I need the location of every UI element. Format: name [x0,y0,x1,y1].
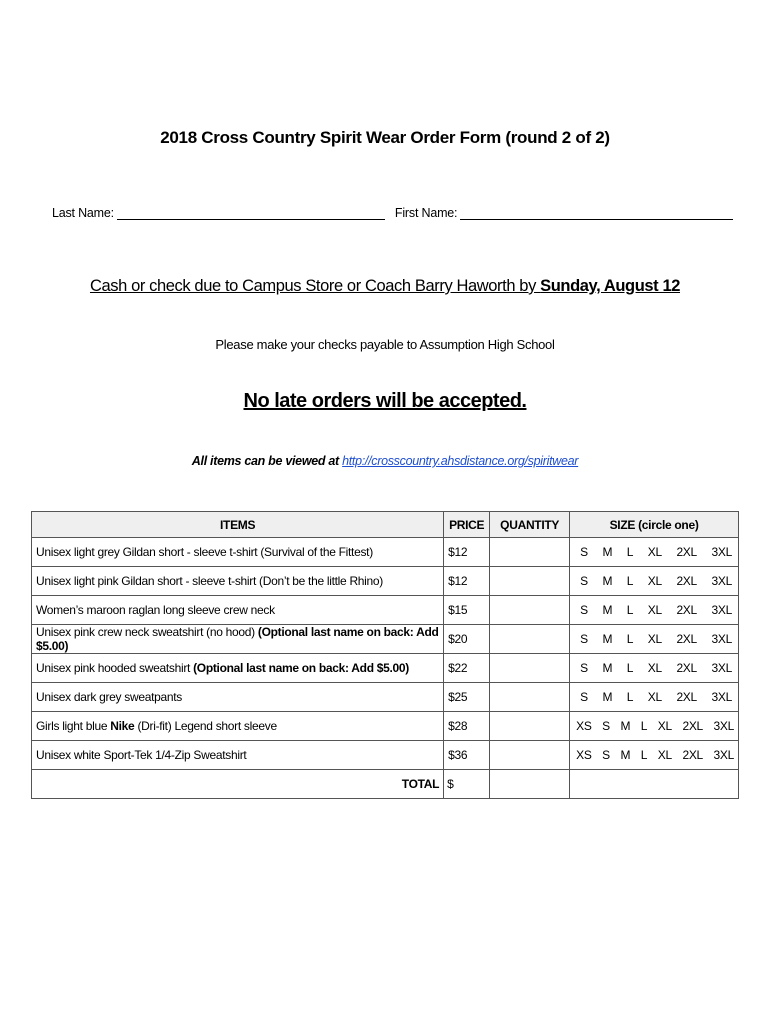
table-row [32,741,739,770]
table-row [32,683,739,712]
size-option[interactable]: S [580,632,588,646]
item-name-bold: (Optional last name on back: Add $5.00) [36,625,439,653]
quantity-cell[interactable] [490,567,570,596]
last-name-line[interactable] [117,205,385,220]
size-option[interactable]: 3XL [711,545,732,559]
size-option[interactable]: M [602,545,613,559]
size-option[interactable]: M [620,748,631,762]
item-price: $20 [444,625,490,654]
total-quantity-cell [490,770,570,799]
size-option[interactable]: L [626,690,634,704]
item-price: $36 [444,741,490,770]
table-header-row [32,512,739,538]
size-option[interactable]: 3XL [711,574,732,588]
table-row [32,712,739,741]
view-items-label: All items can be viewed at [191,454,343,468]
item-name-pre: Unisex light grey Gildan short - sleeve t-shirt (Survival of the Fittest) [36,545,373,559]
due-text: Cash or check due to Campus Store or Coach Barry Haworth by [89,277,541,295]
header-quantity: QUANTITY [490,512,570,538]
spiritwear-link[interactable]: http://crosscountry.ahsdistance.org/spiritwear [342,454,579,468]
size-option[interactable]: M [602,661,613,675]
total-row [32,770,739,799]
table-row [32,596,739,625]
size-option[interactable]: XL [647,574,662,588]
due-notice [0,277,770,296]
size-option[interactable]: L [626,574,634,588]
item-name-pre: Unisex pink crew neck sweatshirt (no hood) [36,625,258,639]
size-option[interactable]: S [580,603,588,617]
table-row [32,567,739,596]
size-option-list [574,632,734,646]
quantity-cell[interactable] [490,625,570,654]
size-option[interactable]: M [620,719,631,733]
size-option-list [574,748,734,762]
item-name-pre: Unisex light pink Gildan short - sleeve t-shirt (Don’t be the little Rhino) [36,574,383,588]
size-options [570,596,739,625]
size-option[interactable]: L [626,545,634,559]
last-name-label: Last Name: [52,206,114,220]
size-option[interactable]: XL [647,661,662,675]
quantity-cell[interactable] [490,741,570,770]
size-option[interactable]: XL [647,603,662,617]
size-option[interactable]: 2XL [676,574,697,588]
size-option[interactable]: 2XL [676,690,697,704]
total-size-cell [570,770,739,799]
size-option[interactable]: M [602,574,613,588]
size-option-list [574,574,734,588]
item-name-post: (Dri-fit) Legend short sleeve [134,719,277,733]
size-option[interactable]: 2XL [676,603,697,617]
size-option[interactable]: XL [657,748,672,762]
size-options [570,567,739,596]
size-options [570,538,739,567]
item-name [32,654,444,683]
item-name-bold: Nike [110,719,135,733]
size-options [570,683,739,712]
size-options [570,654,739,683]
size-option[interactable]: S [580,574,588,588]
size-option-list [574,603,734,617]
size-option[interactable]: 2XL [676,545,697,559]
size-option-list [574,690,734,704]
size-option[interactable]: XS [576,719,592,733]
quantity-cell[interactable] [490,596,570,625]
header-price: PRICE [444,512,490,538]
size-option[interactable]: M [602,603,613,617]
size-option[interactable]: L [640,719,648,733]
size-option[interactable]: XS [576,748,592,762]
size-option[interactable]: 3XL [713,748,734,762]
form-title: 2018 Cross Country Spirit Wear Order Form (round 2 of 2) [160,128,610,147]
size-option[interactable]: 3XL [711,690,732,704]
size-option[interactable]: XL [647,545,662,559]
order-table [31,511,739,799]
item-name [32,567,444,596]
size-option[interactable]: 3XL [713,719,734,733]
size-options [570,625,739,654]
header-size: SIZE (circle one) [570,512,739,538]
item-name [32,741,444,770]
item-name-pre: Women’s maroon raglan long sleeve crew neck [36,603,275,617]
item-name [32,625,444,654]
item-name [32,683,444,712]
item-name-pre: Unisex dark grey sweatpants [36,690,182,704]
item-price: $12 [444,567,490,596]
size-option[interactable]: S [602,719,610,733]
size-option[interactable]: M [602,690,613,704]
size-option[interactable]: L [640,748,648,762]
item-price: $22 [444,654,490,683]
view-items-note [0,454,770,468]
item-price: $28 [444,712,490,741]
item-price: $12 [444,538,490,567]
size-option[interactable]: S [580,545,588,559]
item-name-pre: Girls light blue [36,719,111,733]
size-option[interactable]: S [580,661,588,675]
size-option[interactable]: XL [657,719,672,733]
size-options [570,741,739,770]
quantity-cell[interactable] [490,683,570,712]
size-option[interactable]: 2XL [682,748,703,762]
table-row [32,654,739,683]
size-option[interactable]: 3XL [711,661,732,675]
table-row [32,538,739,567]
size-option[interactable]: 2XL [682,719,703,733]
quantity-cell[interactable] [490,538,570,567]
item-name-pre: Unisex white Sport-Tek 1/4-Zip Sweatshirt [36,748,247,762]
size-option-list [574,661,734,675]
quantity-cell[interactable] [490,712,570,741]
size-option[interactable]: L [626,661,634,675]
item-name-bold: (Optional last name on back: Add $5.00) [193,661,409,675]
size-option[interactable]: L [626,603,634,617]
item-price: $25 [444,683,490,712]
quantity-cell[interactable] [490,654,570,683]
size-option[interactable]: M [602,632,613,646]
size-option[interactable]: S [580,690,588,704]
item-name [32,538,444,567]
size-option[interactable]: 3XL [711,632,732,646]
size-option[interactable]: XL [647,632,662,646]
size-option[interactable]: 2XL [676,661,697,675]
table-row [32,625,739,654]
item-price: $15 [444,596,490,625]
name-fields [52,205,733,220]
size-option[interactable]: 2XL [676,632,697,646]
first-name-line[interactable] [460,205,733,220]
header-items: ITEMS [32,512,444,538]
item-name [32,712,444,741]
item-name [32,596,444,625]
size-option-list [574,545,734,559]
size-options [570,712,739,741]
total-value[interactable]: $ [444,770,490,799]
no-late-notice: No late orders will be accepted. [243,390,527,412]
size-option[interactable]: XL [647,690,662,704]
item-name-pre: Unisex pink hooded sweatshirt [36,661,194,675]
size-option[interactable]: 3XL [711,603,732,617]
payable-note: Please make your checks payable to Assumption High School [215,337,555,352]
first-name-label: First Name: [394,206,458,220]
size-option-list [574,719,734,733]
total-label: TOTAL [32,770,444,799]
size-option[interactable]: S [602,748,610,762]
due-date: Sunday, August 12 [540,277,681,295]
size-option[interactable]: L [626,632,634,646]
